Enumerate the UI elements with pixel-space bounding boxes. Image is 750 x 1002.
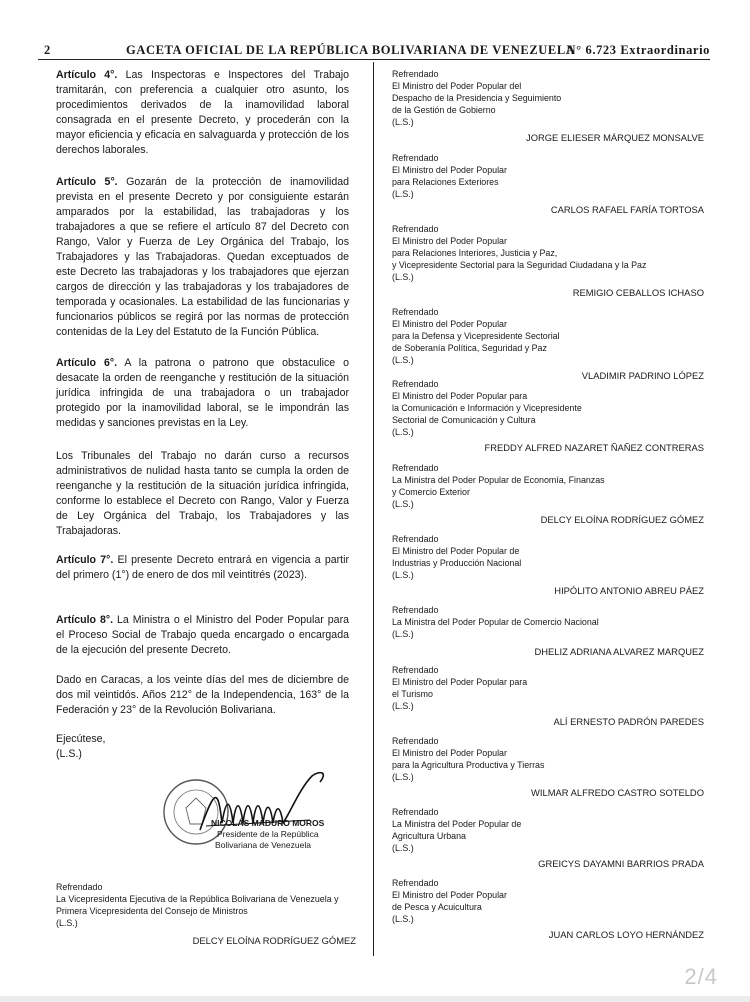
refrendo-ls: (L.S.)	[392, 570, 414, 580]
refrendo-ls: (L.S.)	[392, 843, 414, 853]
president-title-1: Presidente de la República	[217, 829, 319, 839]
article-text: Gozarán de la protección de inamovilidad prevista en el presente Decreto y por consiguiente estarán amparados por la estabilidad, las trabajadoras y los trabajadores a que se refiere el artículo 87 del Decreto con Rango, Valor y Fuerza de Ley Orgánica del Trabajo, los Trabajadores y las Trabajadoras. Quedan exceptuados de este Decreto las trabajadoras y los trabajadores que ejerzan cargos de dirección y las trabajadoras y los trabajadores de temporada y ocasionales. La estabilidad de las funcionarias y funcionarios públicos se regirá por las normas de protección contenidas de la Ley del Estatuto de la Función Pública.	[56, 176, 349, 338]
refrendo-line: de la Gestión de Gobierno	[392, 105, 496, 115]
refrendo-name: REMIGIO CEBALLOS ICHASO	[572, 287, 704, 298]
president-title-2: Bolivariana de Venezuela	[215, 840, 311, 850]
gazette-title: GACETA OFICIAL DE LA REPÚBLICA BOLIVARIANA DE VENEZUELA	[126, 43, 576, 57]
refrendo-label: Refrendado	[392, 69, 439, 79]
refrendo-label: Refrendado	[392, 665, 439, 675]
article-text: A la patrona o patrono que obstaculice o desacate la orden de reenganche y restitución de la situación jurídica infringida de una trabajadora o un trabajador protegido por la inamovilidad laboral, se le impondrán las medidas y sanciones previstas en la Ley.	[56, 357, 349, 429]
refrendo-line: de Pesca y Acuicultura	[392, 902, 482, 912]
article-6	[56, 356, 349, 431]
issue-number: N° 6.723 Extraordinario	[566, 43, 710, 57]
refrendo-block	[392, 604, 704, 658]
refrendo-line: La Ministra del Poder Popular de Economía, Finanzas	[392, 475, 605, 485]
refrendo-line: El Ministro del Poder Popular	[392, 890, 507, 900]
refrendo-name: DELCY ELOÍNA RODRÍGUEZ GÓMEZ	[540, 514, 704, 525]
refrendo-name: CARLOS RAFAEL FARÍA TORTOSA	[550, 204, 704, 215]
article-7	[56, 553, 349, 583]
article-text: Los Tribunales del Trabajo no darán curso a recursos administrativos de nulidad hasta tanto se cumpla la orden de reenganche y la restitución de la situación jurídica infringida, conforme lo establece el Decreto con Rango, Valor y Fuerza de Ley Orgánica del Trabajo, los Trabajadores y las Trabajadoras.	[56, 450, 349, 537]
refrendo-label: Refrendado	[392, 307, 439, 317]
refrendo-ls: (L.S.)	[392, 272, 414, 282]
refrendo-ls: (L.S.)	[392, 427, 414, 437]
refrendo-line: El Ministro del Poder Popular	[392, 236, 507, 246]
article-label: Artículo 4°.	[56, 69, 118, 81]
refrendo-block	[392, 735, 704, 799]
refrendo-line: para Relaciones Interiores, Justicia y Paz,	[392, 248, 558, 258]
left-refrendo	[56, 881, 356, 947]
refrendo-line: Industrias y Producción Nacional	[392, 558, 522, 568]
refrendo-line: La Ministra del Poder Popular de Comercio Nacional	[392, 617, 599, 627]
refrendo-line: El Ministro del Poder Popular	[392, 319, 507, 329]
refrendo-name: HIPÓLITO ANTONIO ABREU PÁEZ	[554, 585, 704, 596]
refrendo-name: JUAN CARLOS LOYO HERNÁNDEZ	[548, 929, 704, 940]
refrendo-line: La Vicepresidenta Ejecutiva de la República Bolivariana de Venezuela y	[56, 894, 339, 904]
refrendo-name: DHELIZ ADRIANA ALVAREZ MARQUEZ	[534, 646, 704, 657]
refrendo-line: La Ministra del Poder Popular de	[392, 819, 522, 829]
refrendo-label: Refrendado	[392, 605, 439, 615]
article-4	[56, 68, 349, 158]
refrendo-ls: (L.S.)	[392, 914, 414, 924]
refrendo-name: JORGE ELIESER MÁRQUEZ MONSALVE	[526, 132, 704, 143]
refrendo-line: Primera Vicepresidenta del Consejo de Ministros	[56, 906, 248, 916]
refrendo-label: Refrendado	[392, 153, 439, 163]
refrendo-block	[392, 306, 704, 382]
page-number: 2	[44, 43, 51, 57]
refrendo-line: Despacho de la Presidencia y Seguimiento	[392, 93, 562, 103]
refrendo-line: para la Agricultura Productiva y Tierras	[392, 760, 545, 770]
refrendo-block	[392, 664, 704, 728]
refrendo-ls: (L.S.)	[392, 629, 414, 639]
refrendo-line: Agricultura Urbana	[392, 831, 466, 841]
refrendo-name: WILMAR ALFREDO CASTRO SOTELDO	[531, 787, 704, 798]
header-rule	[38, 59, 710, 60]
refrendo-ls: (L.S.)	[392, 189, 414, 199]
article-text: Las Inspectoras e Inspectores del Trabajo tramitarán, con preferencia a cualquier otro asunto, los procedimientos derivados de la inamovilidad laboral consagrada en el presente Decreto, y procederán con la mayor eficiencia y eficacia en salvaguarda y protección de los derechos laborales.	[56, 69, 349, 156]
refrendo-label: Refrendado	[56, 882, 103, 892]
refrendo-line: de Soberanía Política, Seguridad y Paz	[392, 343, 547, 353]
refrendo-block	[392, 378, 704, 454]
refrendo-ls: (L.S.)	[56, 918, 78, 928]
refrendo-line: El Ministro del Poder Popular de	[392, 546, 520, 556]
refrendo-line: la Comunicación e Información y Vicepresidente	[392, 403, 582, 413]
refrendo-label: Refrendado	[392, 463, 439, 473]
article-label: Artículo 8°.	[56, 614, 114, 626]
refrendo-name: VLADIMIR PADRINO LÓPEZ	[581, 370, 704, 381]
page-indicator: 2/4	[684, 964, 718, 989]
refrendo-name: ALÍ ERNESTO PADRÓN PAREDES	[553, 716, 704, 727]
refrendo-ls: (L.S.)	[392, 499, 414, 509]
refrendo-line: El Ministro del Poder Popular	[392, 165, 507, 175]
article-label: Artículo 6°.	[56, 357, 118, 369]
refrendo-label: Refrendado	[392, 878, 439, 888]
dado-en-caracas	[56, 673, 349, 718]
gazette-header	[38, 40, 710, 60]
refrendo-ls: (L.S.)	[392, 117, 414, 127]
article-label: Artículo 7°.	[56, 554, 114, 566]
refrendo-label: Refrendado	[392, 534, 439, 544]
refrendo-line: El Ministro del Poder Popular para	[392, 677, 528, 687]
refrendo-block	[392, 462, 704, 526]
refrendo-line: El Ministro del Poder Popular para	[392, 391, 528, 401]
president-name: NICOLÁS MADURO MOROS	[211, 818, 325, 828]
column-divider	[373, 62, 374, 956]
refrendo-name: GREICYS DAYAMNI BARRIOS PRADA	[538, 858, 704, 869]
refrendo-label: Refrendado	[392, 736, 439, 746]
article-8	[56, 613, 349, 658]
refrendo-line: y Comercio Exterior	[392, 487, 470, 497]
ejecutese-ls: (L.S.)	[56, 748, 82, 760]
refrendo-block	[392, 877, 704, 941]
article-5	[56, 175, 349, 340]
article-6-paragraph-2	[56, 449, 349, 539]
refrendo-block	[392, 533, 704, 597]
refrendo-line: El Ministro del Poder Popular del	[392, 81, 522, 91]
refrendo-block	[392, 68, 704, 144]
refrendo-line: Sectorial de Comunicación y Cultura	[392, 415, 536, 425]
article-label: Artículo 5°.	[56, 176, 118, 188]
refrendo-block	[392, 223, 704, 299]
refrendo-block	[392, 152, 704, 216]
refrendo-line: para la Defensa y Vicepresidente Sectorial	[392, 331, 560, 341]
refrendo-block	[392, 806, 704, 870]
viewer-bottom-bar	[0, 996, 750, 1002]
ejecutese: Ejecútese,	[56, 733, 106, 745]
refrendo-name: DELCY ELOÍNA RODRÍGUEZ GÓMEZ	[192, 935, 356, 946]
refrendo-ls: (L.S.)	[392, 355, 414, 365]
refrendo-line: El Ministro del Poder Popular	[392, 748, 507, 758]
article-text: Dado en Caracas, a los veinte días del mes de diciembre de dos mil veintidós. Años 212° de la Independencia, 163° de la Federación y 23° de la Revolución Bolivariana.	[56, 674, 349, 716]
refrendo-ls: (L.S.)	[392, 772, 414, 782]
refrendo-line: el Turismo	[392, 689, 433, 699]
refrendo-line: y Vicepresidente Sectorial para la Seguridad Ciudadana y la Paz	[392, 260, 647, 270]
refrendo-line: para Relaciones Exteriores	[392, 177, 499, 187]
refrendo-ls: (L.S.)	[392, 701, 414, 711]
refrendo-label: Refrendado	[392, 379, 439, 389]
refrendo-name: FREDDY ALFRED NAZARET ÑAÑEZ CONTRERAS	[484, 442, 704, 453]
article-text: El presente Decreto entrará en vigencia a partir del primero (1°) de enero de dos mil veintitrés (2023).	[56, 554, 349, 581]
refrendo-label: Refrendado	[392, 224, 439, 234]
article-text: La Ministra o el Ministro del Poder Popular para el Proceso Social de Trabajo queda encargado o encargada de la ejecución del presente Decreto.	[56, 614, 349, 656]
refrendo-label: Refrendado	[392, 807, 439, 817]
